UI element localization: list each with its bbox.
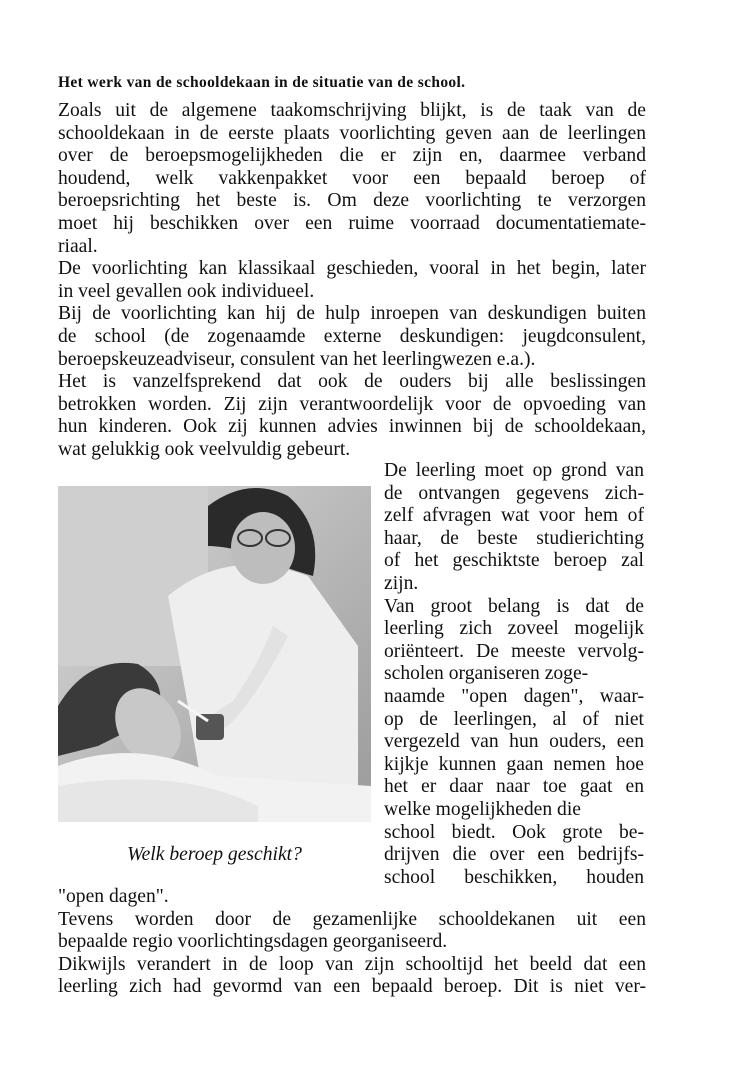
text-line: beroepskeuzeadviseur, consulent van het leerlingwezen e.a.). [58,348,536,370]
text-line: de school (de zogenaamde externe deskundigen: jeugdconsulent, [58,325,646,347]
photo-caption: Welk beroep geschikt? [127,844,302,865]
text-line: "open dagen". [58,886,169,907]
text-line: zijn. [384,572,419,594]
text-line: welke mogelijkheden die [384,798,581,820]
text-line: in veel gevallen ook individueel. [58,280,315,302]
text-line: wat gelukkig ook veelvuldig gebeurt. [58,438,351,460]
text-line: Dikwijls verandert in de loop van zijn schooltijd het beeld dat een [58,953,646,975]
text-line: het er daar naar toe gaat en [384,776,644,798]
text-line: Van groot belang is dat de [384,595,644,617]
section-heading: Het werk van de schooldekaan in de situatie van de school. [58,74,466,91]
text-line: bepaalde regio voorlichtingsdagen georganiseerd. [58,931,448,953]
text-line: moet hij beschikken over een ruime voorraad documentatiemate- [58,212,646,234]
text-line: De leerling moet op grond van [384,460,644,481]
text-line: zelf afvragen wat voor hem of [384,505,644,527]
text-line: Het is vanzelfsprekend dat ook de ouders bij alle beslissingen [58,371,646,393]
text-line: Tevens worden door de gezamenlijke schooldekanen uit een [58,908,646,930]
text-line: school biedt. Ook grote be- [384,821,644,843]
text-line: houdend, welk vakkenpakket voor een bepaald beroep of [58,167,646,189]
text-line: leerling zich zoveel mogelijk [384,618,644,640]
text-line: betrokken worden. Zij zijn verantwoordelijk voor de opvoeding van [58,393,646,415]
text-line: De voorlichting kan klassikaal geschieden, vooral in het begin, later [58,258,646,280]
text-line: drijven die over een bedrijfs- [384,844,644,866]
text-line: vergezeld van hun ouders, een [384,731,644,753]
text-line: de ontvangen gegevens zich- [384,482,644,504]
text-line: leerling zich had gevormd van een bepaald beroep. Dit is niet ver- [58,976,646,998]
nurse-patient-photo [58,486,371,822]
text-line: Zoals uit de algemene taakomschrijving blijkt, is de taak van de [58,100,646,121]
bottom-paragraphs [58,886,646,999]
text-line: school beschikken, houden [384,866,644,888]
text-line: kijkje kunnen gaan nemen hoe [384,753,644,775]
text-line: op de leerlingen, al of niet [384,708,644,730]
text-line: haar, de beste studierichting [384,527,644,549]
text-line: over de beroepsmogelijkheden die er zijn en, daarmee verband [58,145,646,167]
text-line: riaal. [58,235,98,257]
text-line: of het geschiktste beroep zal [384,550,644,572]
text-line: hun kinderen. Ook zij kunnen advies inwinnen bij de schooldekaan, [58,416,646,438]
side-paragraphs [384,460,644,889]
text-line: naamde "open dagen", waar- [384,685,644,707]
top-paragraphs [58,100,646,462]
text-line: oriënteert. De meeste vervolg- [384,640,644,662]
text-line: beroepsrichting het beste is. Om deze voorlichting te verzorgen [58,190,646,212]
text-line: Bij de voorlichting kan hij de hulp inroepen van deskundigen buiten [58,303,646,325]
text-line: schooldekaan in de eerste plaats voorlichting geven aan de leerlingen [58,122,646,144]
text-line: scholen organiseren zoge- [384,663,589,685]
